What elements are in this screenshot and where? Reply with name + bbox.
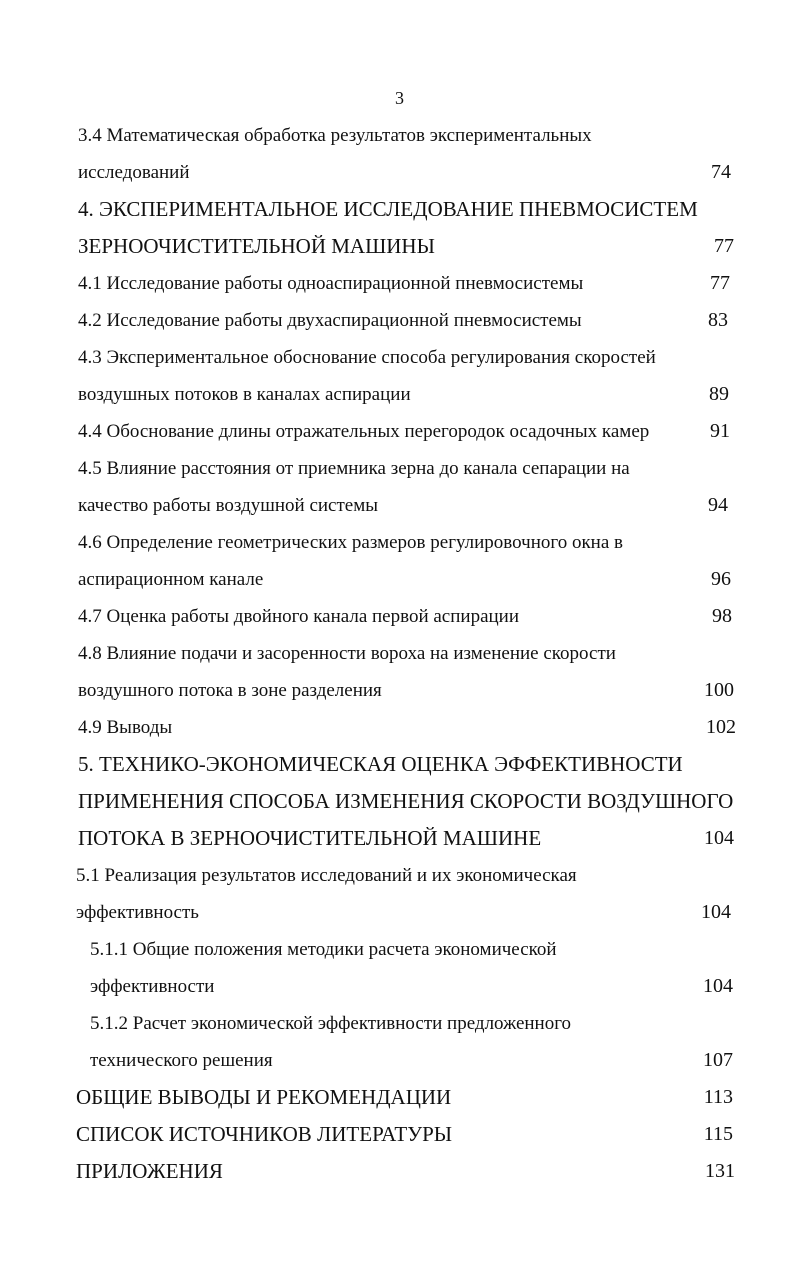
toc-entry-line: эффективность bbox=[76, 902, 199, 923]
toc-entry bbox=[0, 302, 799, 339]
toc-entry bbox=[0, 450, 799, 524]
toc-page-number: 74 bbox=[711, 161, 731, 183]
toc-entry-line: 4.4 Обоснование длины отражательных перегородок осадочных камер bbox=[78, 421, 650, 442]
toc-entry-line: 4.2 Исследование работы двухаспирационной пневмосистемы bbox=[78, 310, 582, 331]
toc-entry bbox=[0, 191, 799, 265]
toc-entry-line: аспирационном канале bbox=[78, 569, 264, 590]
page-number: 3 bbox=[395, 88, 404, 108]
toc-page-number: 104 bbox=[704, 827, 734, 849]
toc-page-number: 104 bbox=[703, 975, 733, 997]
toc-page-number: 102 bbox=[706, 716, 736, 738]
toc-page-number: 96 bbox=[711, 568, 731, 590]
toc-page-number: 113 bbox=[703, 1086, 733, 1108]
toc-entry bbox=[0, 117, 799, 191]
toc-entry bbox=[0, 265, 799, 302]
toc-entry-line: 4.6 Определение геометрических размеров регулировочного окна в bbox=[78, 532, 624, 553]
toc-page-number: 94 bbox=[708, 494, 728, 516]
toc-entry bbox=[0, 1079, 799, 1116]
toc-page-number: 98 bbox=[712, 605, 732, 627]
toc-entry bbox=[0, 1005, 799, 1079]
toc-entry-line: 4.3 Экспериментальное обоснование способа регулирования скоростей bbox=[78, 347, 656, 368]
toc-entry-line: качество работы воздушной системы bbox=[78, 495, 379, 516]
toc-entry bbox=[0, 635, 799, 709]
toc-entry-line: 3.4 Математическая обработка результатов экспериментальных bbox=[78, 125, 592, 146]
toc-page-number: 77 bbox=[714, 235, 734, 257]
toc-entry bbox=[0, 1153, 799, 1190]
toc-entry-line: ПОТОКА В ЗЕРНООЧИСТИТЕЛЬНОЙ МАШИНЕ bbox=[78, 826, 542, 850]
toc-entry-line: исследований bbox=[78, 162, 190, 183]
toc-entry bbox=[0, 413, 799, 450]
toc-entry-line: 4.8 Влияние подачи и засоренности вороха на изменение скорости bbox=[78, 643, 616, 664]
toc-page-number: 89 bbox=[709, 383, 729, 405]
toc-entry-line: 5.1 Реализация результатов исследований и их экономическая bbox=[76, 865, 577, 886]
toc-entry-line: 4. ЭКСПЕРИМЕНТАЛЬНОЕ ИССЛЕДОВАНИЕ ПНЕВМОСИСТЕМ bbox=[78, 197, 698, 221]
toc-entry-line: 4.7 Оценка работы двойного канала первой аспирации bbox=[78, 606, 520, 627]
toc-page-number: 100 bbox=[704, 679, 734, 701]
toc-entry-line: 4.9 Выводы bbox=[78, 717, 173, 738]
toc-entry bbox=[0, 857, 799, 931]
toc-entry-line: ПРИЛОЖЕНИЯ bbox=[76, 1159, 223, 1183]
toc-entry-line: 5.1.1 Общие положения методики расчета экономической bbox=[90, 939, 557, 960]
toc-entry bbox=[0, 598, 799, 635]
toc-entry-line: 5. ТЕХНИКО-ЭКОНОМИЧЕСКАЯ ОЦЕНКА ЭФФЕКТИВНОСТИ bbox=[78, 752, 683, 776]
toc-entry bbox=[0, 746, 799, 857]
toc-entry-line: 4.5 Влияние расстояния от приемника зерна до канала сепарации на bbox=[78, 458, 630, 479]
toc-page-number: 91 bbox=[710, 420, 730, 442]
toc-entry bbox=[0, 339, 799, 413]
toc-page-number: 104 bbox=[701, 901, 731, 923]
toc-entry-line: воздушных потоков в каналах аспирации bbox=[78, 384, 411, 405]
toc-entry-line: 4.1 Исследование работы одноаспирационной пневмосистемы bbox=[78, 273, 584, 294]
toc-entry-line: СПИСОК ИСТОЧНИКОВ ЛИТЕРАТУРЫ bbox=[76, 1122, 453, 1146]
toc-entry bbox=[0, 931, 799, 1005]
toc-entry-line: технического решения bbox=[90, 1050, 273, 1071]
toc-page-number: 115 bbox=[703, 1123, 733, 1145]
toc-entry bbox=[0, 1116, 799, 1153]
toc-entry-line: 5.1.2 Расчет экономической эффективности предложенного bbox=[90, 1013, 572, 1034]
toc-entry-line: ПРИМЕНЕНИЯ СПОСОБА ИЗМЕНЕНИЯ СКОРОСТИ ВОЗДУШНОГО bbox=[78, 789, 734, 813]
toc-entry-line: ОБЩИЕ ВЫВОДЫ И РЕКОМЕНДАЦИИ bbox=[76, 1085, 452, 1109]
toc-entry-line: эффективности bbox=[90, 976, 215, 997]
toc-page-number: 107 bbox=[703, 1049, 733, 1071]
toc-page-number: 83 bbox=[708, 309, 728, 331]
toc-page-number: 131 bbox=[705, 1160, 735, 1182]
toc-entry-line: воздушного потока в зоне разделения bbox=[78, 680, 382, 701]
toc-entry-line: ЗЕРНООЧИСТИТЕЛЬНОЙ МАШИНЫ bbox=[78, 234, 435, 258]
toc-entry bbox=[0, 709, 799, 746]
toc-entry bbox=[0, 524, 799, 598]
toc-page-number: 77 bbox=[710, 272, 730, 294]
